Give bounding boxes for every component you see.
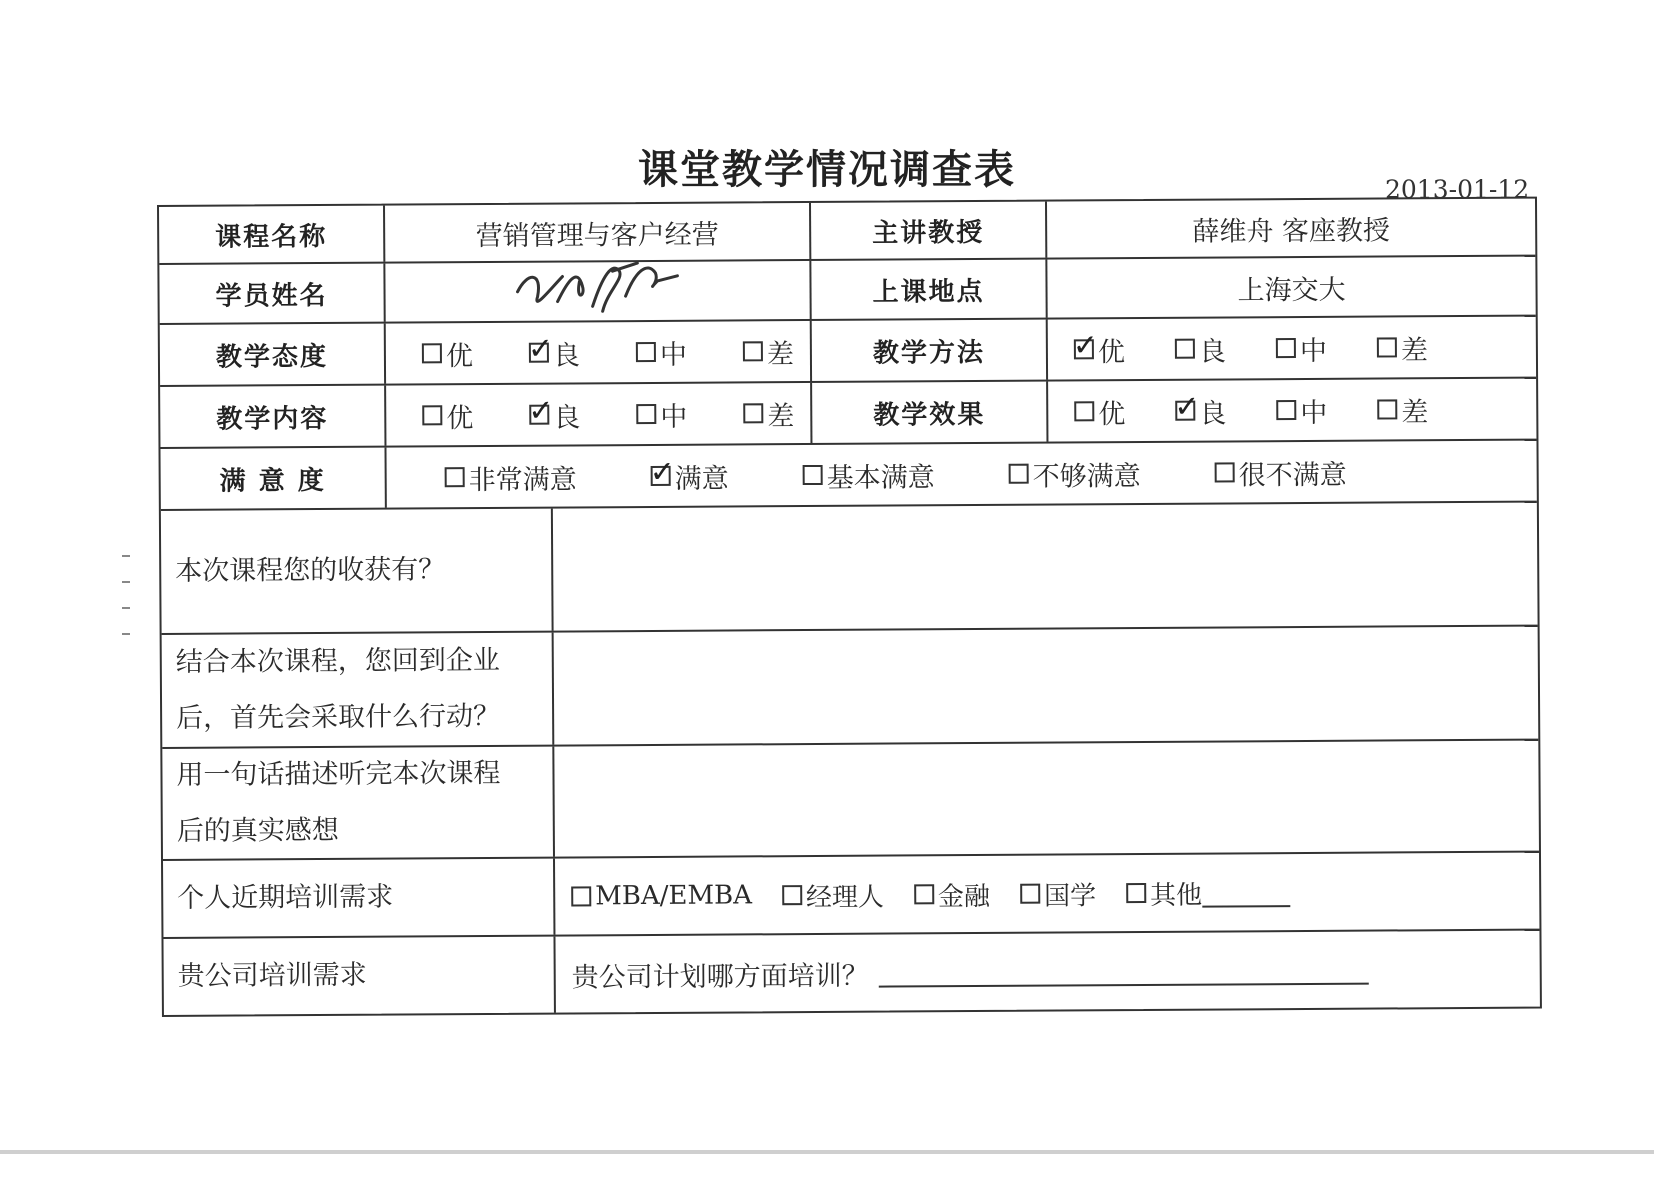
checkbox-checked[interactable] [1174, 389, 1200, 425]
attitude-option-excellent[interactable]: 优 [422, 334, 473, 373]
checkbox[interactable] [1074, 401, 1094, 421]
effect-option-excellent[interactable]: 优 [1074, 392, 1125, 431]
row-action [162, 627, 1539, 749]
survey-form [157, 197, 1542, 1017]
checkbox-checked[interactable] [649, 454, 675, 490]
feeling-answer-field[interactable] [554, 741, 1539, 857]
scan-marks [122, 555, 134, 665]
content-options [386, 383, 812, 446]
handwritten-signature [507, 241, 687, 322]
training-option-manager[interactable]: 经理人 [782, 876, 884, 914]
location-value: 上海交大 [1237, 274, 1346, 306]
other-blank-line[interactable] [1202, 877, 1290, 908]
check-mark-icon: ✓ [528, 393, 554, 429]
training-option-guoxue[interactable]: 国学 [1020, 875, 1096, 912]
attitude-label: 教学态度 [160, 324, 386, 385]
method-option-fair[interactable]: 中 [1276, 328, 1327, 367]
checkbox[interactable] [1009, 464, 1029, 484]
personal-training-options [555, 853, 1539, 935]
location-label: 上课地点 [811, 260, 1047, 319]
form-date: 2013-01-12 [1385, 175, 1530, 204]
course-name-value: 营销管理与客户经营 [385, 203, 811, 262]
checkbox-checked[interactable] [1072, 328, 1099, 364]
content-option-fair[interactable]: 中 [636, 394, 687, 433]
row-content-effect [160, 379, 1536, 449]
method-option-excellent[interactable]: ✓ 优 [1072, 328, 1126, 368]
row-company-training [163, 931, 1539, 1015]
course-name-label: 课程名称 [159, 206, 385, 263]
row-attitude-method [160, 317, 1536, 387]
checkbox[interactable] [1377, 337, 1397, 357]
checkbox[interactable] [571, 886, 591, 906]
training-option-other[interactable]: 其他 [1126, 874, 1290, 912]
satisfaction-option-insufficient[interactable]: 不够满意 [1009, 453, 1141, 493]
check-mark-icon: ✓ [1174, 389, 1200, 425]
row-personal-training [163, 853, 1539, 939]
checkbox[interactable] [636, 342, 656, 362]
action-question-line-1: 结合本次课程，您回到企业 [175, 644, 500, 678]
gain-answer-field[interactable] [553, 503, 1538, 631]
effect-option-good[interactable]: ✓ 良 [1174, 389, 1227, 430]
checkbox[interactable] [743, 341, 763, 361]
scan-edge [0, 1150, 1654, 1154]
check-mark-icon: ✓ [1072, 328, 1099, 364]
checkbox[interactable] [782, 885, 802, 905]
check-mark-icon: ✓ [649, 454, 675, 490]
company-training-prompt: 贵公司计划哪方面培训？ [571, 960, 869, 993]
checkbox[interactable] [803, 465, 823, 485]
content-option-good[interactable]: ✓ 良 [528, 393, 581, 434]
row-course [159, 199, 1535, 265]
method-options [1048, 317, 1536, 380]
effect-option-fair[interactable]: 中 [1276, 390, 1327, 429]
attitude-option-poor[interactable]: 差 [743, 332, 794, 371]
checkbox[interactable] [636, 404, 656, 424]
content-option-excellent[interactable]: 优 [422, 396, 473, 435]
checkbox[interactable] [914, 884, 934, 904]
training-option-finance[interactable]: 金融 [914, 875, 990, 912]
student-name-label: 学员姓名 [159, 264, 385, 323]
personal-training-label: 个人近期培训需求 [163, 859, 555, 937]
checkbox[interactable] [422, 405, 442, 425]
checkbox[interactable] [1020, 884, 1040, 904]
action-answer-field[interactable] [554, 627, 1539, 745]
effect-option-poor[interactable]: 差 [1377, 390, 1428, 429]
satisfaction-label: 满 意 度 [160, 448, 386, 509]
checkbox[interactable] [1377, 399, 1397, 419]
instructor-value: 薛维舟 客座教授 [1192, 214, 1391, 248]
row-student [159, 257, 1535, 325]
checkbox-checked[interactable] [527, 331, 554, 367]
checkbox[interactable] [1276, 338, 1296, 358]
content-option-poor[interactable]: 差 [743, 394, 794, 433]
satisfaction-option-satisfied[interactable]: ✓ 满意 [649, 454, 729, 495]
method-option-good[interactable]: 良 [1175, 329, 1226, 368]
satisfaction-option-basic[interactable]: 基本满意 [803, 455, 935, 495]
check-mark-icon: ✓ [527, 331, 554, 367]
checkbox[interactable] [1126, 883, 1146, 903]
checkbox[interactable] [445, 467, 465, 487]
checkbox[interactable] [1175, 339, 1195, 359]
effect-options [1048, 379, 1536, 442]
company-training-blank-line[interactable] [879, 955, 1369, 988]
row-gain [161, 503, 1538, 635]
checkbox[interactable] [743, 403, 763, 423]
form-title: 课堂教学情况调查表 [638, 147, 1016, 193]
feeling-question-line-2: 后的真实感想 [176, 814, 339, 847]
gain-question: 本次课程您的收获有？ [161, 509, 554, 633]
action-question [162, 633, 555, 747]
method-label: 教学方法 [812, 320, 1048, 381]
satisfaction-options [386, 441, 1536, 508]
company-training-field [555, 931, 1539, 1013]
training-option-mba[interactable]: MBA/EMBA [571, 880, 752, 911]
attitude-options [386, 321, 812, 384]
checkbox[interactable] [1215, 462, 1235, 482]
checkbox[interactable] [422, 343, 442, 363]
company-training-label: 贵公司培训需求 [163, 937, 555, 1015]
action-question-line-2: 后，首先会采取什么行动？ [176, 700, 501, 734]
row-feeling [162, 741, 1539, 861]
checkbox[interactable] [1276, 400, 1296, 420]
satisfaction-option-very-unsatisfied[interactable]: 很不满意 [1215, 452, 1347, 492]
method-option-poor[interactable]: 差 [1377, 328, 1428, 367]
instructor-label: 主讲教授 [811, 202, 1047, 259]
effect-label: 教学效果 [812, 382, 1048, 443]
row-satisfaction [160, 441, 1536, 511]
attitude-option-fair[interactable]: 中 [636, 332, 687, 371]
satisfaction-option-very-satisfied[interactable]: 非常满意 [445, 457, 577, 497]
content-label: 教学内容 [160, 386, 386, 447]
feeling-question [162, 747, 555, 859]
student-name-field[interactable] [385, 261, 811, 322]
feeling-question-line-1: 用一句话描述听完本次课程 [176, 757, 501, 791]
checkbox-checked[interactable] [528, 393, 554, 429]
attitude-option-good[interactable]: ✓ 良 [527, 331, 581, 372]
